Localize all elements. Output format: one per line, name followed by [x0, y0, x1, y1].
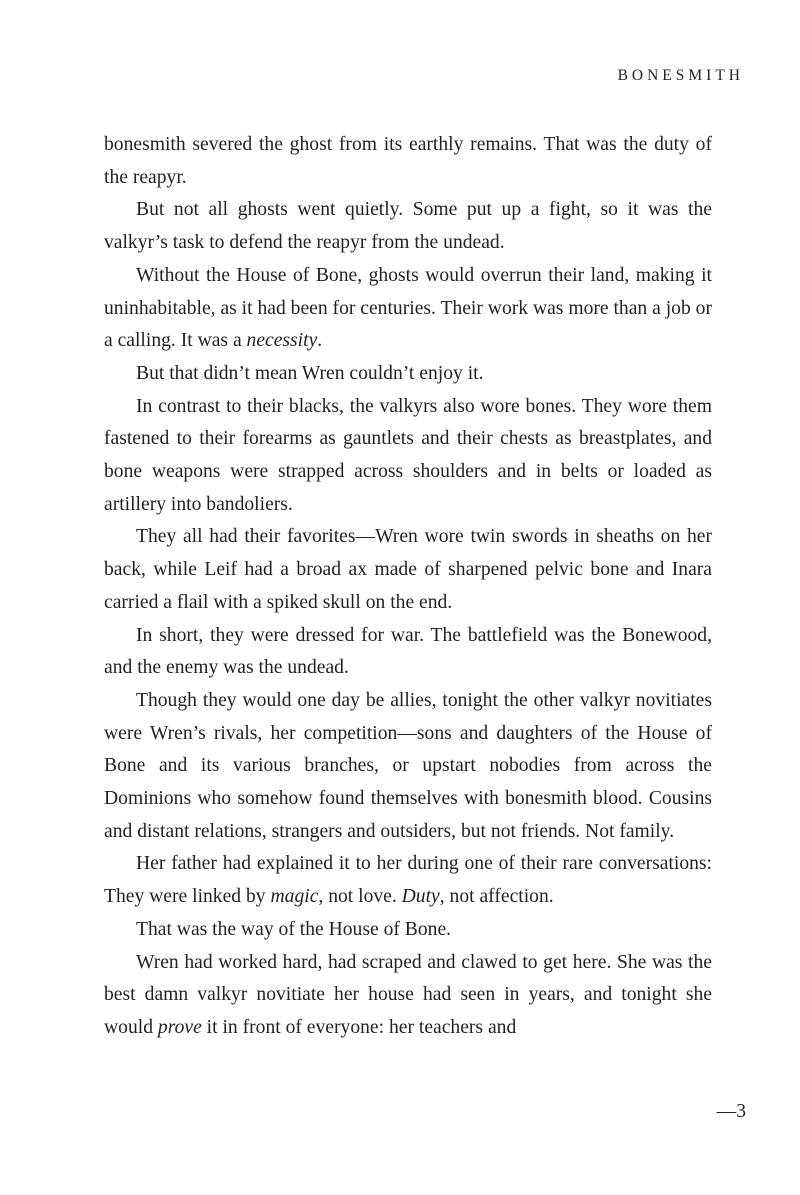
text-run: Her father had explained it to her during one of their rare conversations: They were linked by	[104, 853, 712, 908]
text-run: In contrast to their blacks, the valkyrs also wore bones. They wore them fastened to their forearms as gauntlets and their chests as breastplates, and bone weapons were strapped across shoulders and in belts or loaded as artillery into bandoliers.	[104, 395, 712, 515]
paragraph	[104, 947, 712, 1045]
paragraph	[104, 521, 712, 619]
emphasis-text: Duty	[401, 886, 440, 908]
paragraph	[104, 620, 712, 685]
text-run: But that didn’t mean Wren couldn’t enjoy it.	[136, 362, 484, 384]
text-run: That was the way of the House of Bone.	[136, 918, 452, 940]
emphasis-text: prove	[157, 1016, 202, 1038]
paragraph	[104, 914, 712, 947]
paragraph	[104, 685, 712, 849]
text-run: it in front of everyone: her teachers and	[201, 1016, 517, 1038]
text-run: They all had their favorites—Wren wore twin swords in sheaths on her back, while Leif had a broad ax made of sharpened pelvic bone and Inara carried a flail with a spiked skull on the end.	[104, 526, 712, 613]
text-run: Without the House of Bone, ghosts would overrun their land, making it uninhabitable, as it had been for centuries. Their work was more than a job or a calling. It was a	[104, 264, 712, 352]
paragraph	[104, 194, 712, 259]
emphasis-text: necessity	[246, 330, 318, 352]
text-run: In short, they were dressed for war. The battlefield was the Bonewood, and the enemy was the undead.	[104, 624, 712, 679]
paragraph	[104, 358, 712, 391]
paragraph	[104, 848, 712, 913]
text-run: , not affection.	[439, 886, 554, 908]
paragraph	[104, 260, 712, 358]
text-run: , not love.	[318, 886, 402, 908]
text-run: Wren had worked hard, had scraped and clawed to get here. She was the best damn valkyr novitiate her house had seen in years, and tonight she would	[104, 951, 712, 1038]
emphasis-text: magic	[270, 886, 319, 908]
page-number: —3	[716, 1101, 746, 1122]
text-run: Though they would one day be allies, tonight the other valkyr novitiates were Wren’s rivals, her competition—sons and daughters of the House of Bone and its various branches, or upstart nobodies from across the Dominions who somehow found themselves with bonesmith blood. Cousins and distant relations, strangers and outsiders, but not friends. Not family.	[104, 689, 712, 842]
text-run: .	[317, 330, 323, 352]
paragraph	[104, 391, 712, 522]
paragraph	[104, 129, 712, 194]
text-run: But not all ghosts went quietly. Some put up a fight, so it was the valkyr’s task to defend the reapyr from the undead.	[104, 199, 712, 254]
body-text	[104, 129, 712, 1045]
text-run: bonesmith severed the ghost from its earthly remains. That was the duty of the reapyr.	[104, 134, 712, 188]
running-head: BONESMITH	[617, 67, 744, 84]
